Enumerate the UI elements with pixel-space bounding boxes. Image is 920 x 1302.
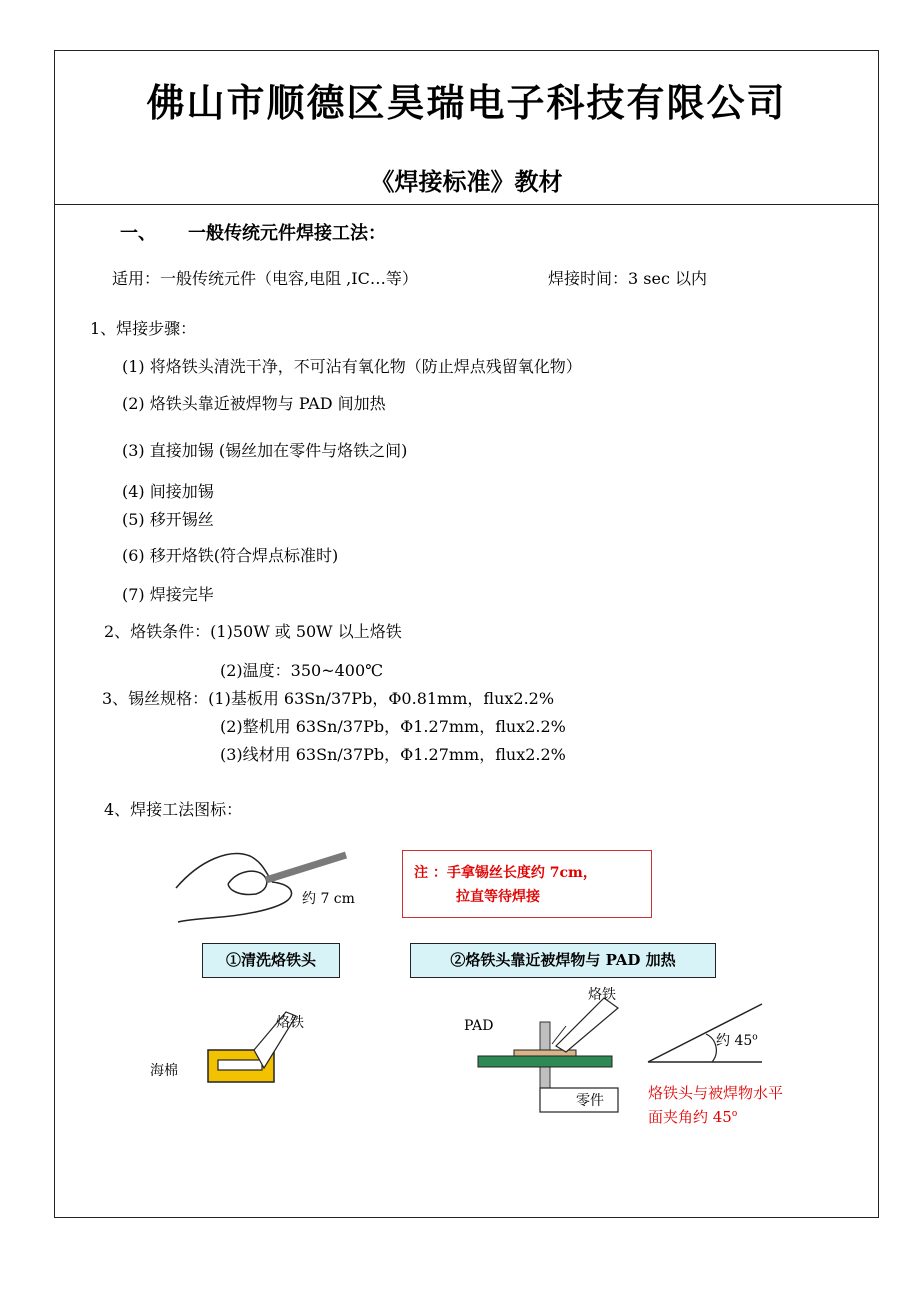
iron-label-left: 烙铁 — [276, 1015, 304, 1031]
sponge-label: 海棉 — [150, 1063, 178, 1079]
company-name: 佛山市顺德区昊瑞电子科技有限公司 — [146, 80, 787, 125]
iron-condition-2: (2)温度：350~400℃ — [220, 661, 384, 680]
step-box-heat-pad: ②烙铁头靠近被焊物与 PAD 加热 — [410, 943, 716, 978]
iron-label-right: 烙铁 — [588, 987, 616, 1003]
angle-note-line-2: 面夹角约 45$^o$ — [648, 1108, 738, 1126]
iron-tip-right — [556, 998, 618, 1052]
angle-note-line-1: 烙铁头与被焊物水平 — [648, 1084, 784, 1102]
pcb-board — [478, 1056, 612, 1067]
note-line-1: 注 ：手拿锡丝长度约 7cm， — [414, 865, 597, 881]
section-number: 一、 — [120, 223, 156, 244]
scope-time: 焊接时间：3 sec 以内 — [548, 269, 707, 288]
hand-drawing — [176, 854, 291, 922]
scope-applies: 适用：一般传统元件（电容,电阻 ,IC…等） — [112, 269, 418, 288]
step-box-clean-tip: ①清洗烙铁头 — [202, 943, 340, 978]
angle-arc — [706, 1034, 716, 1062]
solder-wire — [266, 855, 346, 880]
part-label: 零件 — [576, 1093, 604, 1109]
hand-length-label: 约 7 cm — [302, 891, 355, 907]
section-title: 一般传统元件焊接工法： — [188, 223, 386, 244]
pad-label: PAD — [464, 1018, 494, 1034]
document-title: 《焊接标准》教材 — [370, 167, 563, 196]
step-item: (4) 间接加锡 — [122, 482, 214, 501]
sponge-slot — [218, 1060, 262, 1070]
step-item: (7) 焊接完毕 — [122, 585, 214, 604]
step-item: (3) 直接加锡 (锡丝加在零件与烙铁之间) — [122, 441, 408, 460]
steps-heading: 1、焊接步骤： — [90, 319, 197, 338]
note-box — [402, 850, 652, 918]
iron-condition-1: 2、烙铁条件：(1)50W 或 50W 以上烙铁 — [104, 622, 402, 641]
angle-label: 约 45$^o$ — [716, 1032, 758, 1049]
solder-spec-2: (2)整机用 63Sn/37Pb，Φ1.27mm，flux2.2% — [220, 717, 566, 736]
step-item: (6) 移开烙铁(符合焊点标准时) — [122, 546, 339, 565]
note-line-2: 拉直等待焊接 — [456, 889, 540, 905]
solder-spec-1: 3、锡丝规格：(1)基板用 63Sn/37Pb，Φ0.81mm，flux2.2% — [102, 689, 555, 708]
solder-spec-3: (3)线材用 63Sn/37Pb，Φ1.27mm，flux2.2% — [220, 745, 566, 764]
step-item: (5) 移开锡丝 — [122, 510, 214, 529]
diagram-heading: 4、焊接工法图标： — [104, 800, 243, 819]
step-item: (1) 将烙铁头清洗干净，不可沾有氧化物（防止焊点残留氧化物） — [122, 357, 582, 376]
step-item: (2) 烙铁头靠近被焊物与 PAD 间加热 — [122, 394, 386, 413]
